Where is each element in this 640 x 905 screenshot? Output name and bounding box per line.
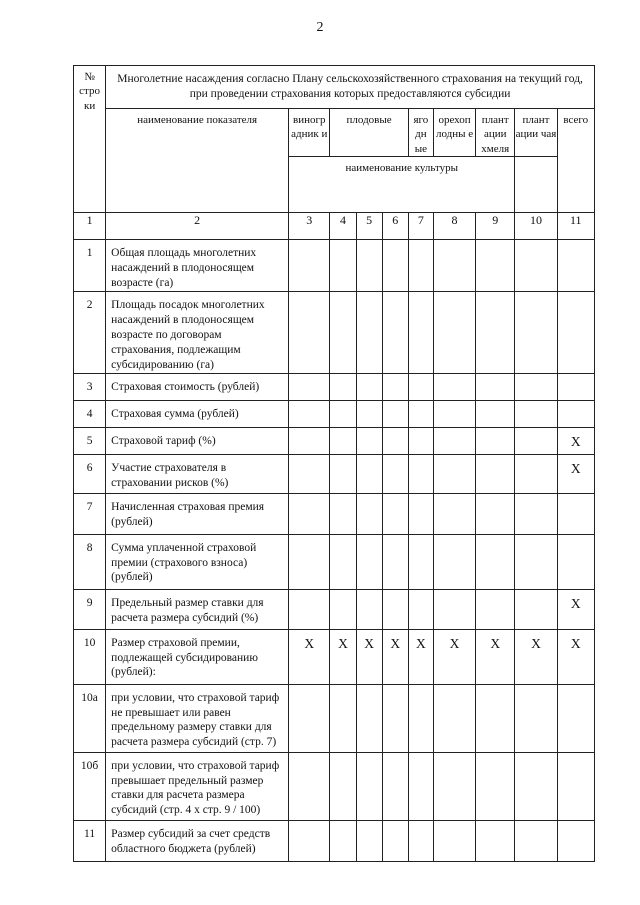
- row-label: Размер страховой премии, подлежащей субсидированию (рублей):: [106, 629, 289, 684]
- table-row: [74, 752, 595, 820]
- column-number: 4: [330, 212, 356, 239]
- row-label: Размер субсидий за счет средств областного бюджета (рублей): [106, 820, 289, 861]
- row-number: 6: [74, 454, 106, 493]
- column-number: 10: [515, 212, 557, 239]
- row-number: 4: [74, 400, 106, 427]
- table-row: [74, 820, 595, 861]
- table-row: [74, 684, 595, 752]
- row-number: 11: [74, 820, 106, 861]
- column-number: 2: [106, 212, 289, 239]
- column-number: 9: [476, 212, 515, 239]
- row-label: Общая площадь многолетних насаждений в плодоносящем возрасте (га): [106, 239, 289, 291]
- column-number: 3: [289, 212, 330, 239]
- vineyards-header: виногр адник и: [289, 109, 330, 157]
- cross-mark: X: [330, 629, 356, 684]
- column-number: 8: [433, 212, 475, 239]
- page-number: 2: [316, 20, 324, 35]
- cross-mark: X: [476, 629, 515, 684]
- cross-mark: X: [557, 629, 594, 684]
- hops-header: плант ации хмеля: [476, 109, 515, 157]
- cross-mark: X: [289, 629, 330, 684]
- column-number: 5: [356, 212, 382, 239]
- table-row: [74, 400, 595, 427]
- table-row: [74, 239, 595, 291]
- row-label: Площадь посадок многолетних насаждений в плодоносящем возрасте по договорам страхования, подлежащим субсидированию (га): [106, 291, 289, 373]
- row-number: 3: [74, 373, 106, 400]
- row-label: Предельный размер ставки для расчета размера субсидий (%): [106, 589, 289, 629]
- cross-mark: X: [515, 629, 557, 684]
- cross-mark: X: [408, 629, 433, 684]
- row-number: 10а: [74, 684, 106, 752]
- cross-mark: X: [382, 629, 408, 684]
- row-number: 2: [74, 291, 106, 373]
- indicator-header: наименование показателя: [106, 109, 289, 213]
- row-number: 7: [74, 493, 106, 534]
- cross-mark: X: [356, 629, 382, 684]
- row-label: Участие страхователя в страховании рисков (%): [106, 454, 289, 493]
- table-row: [74, 373, 595, 400]
- cross-mark: X: [557, 454, 594, 493]
- nut-header: орехоп лодны е: [433, 109, 475, 157]
- row-label: Начисленная страховая премия (рублей): [106, 493, 289, 534]
- row-number-header: № стро ки: [74, 66, 106, 213]
- row-number: 10: [74, 629, 106, 684]
- tea-header: плант ации чая: [515, 109, 557, 157]
- table-row: [74, 589, 595, 629]
- fruit-header: плодовые: [330, 109, 408, 156]
- table-row: [74, 493, 595, 534]
- culture-name-header: наименование культуры: [289, 156, 515, 212]
- row-label: Страховая сумма (рублей): [106, 400, 289, 427]
- row-number: 9: [74, 589, 106, 629]
- table-row: [74, 291, 595, 373]
- insurance-subsidy-table: [73, 65, 595, 862]
- cross-mark: X: [433, 629, 475, 684]
- column-number: 7: [408, 212, 433, 239]
- table-row: [74, 454, 595, 493]
- column-number: 1: [74, 212, 106, 239]
- total-header: всего: [557, 109, 594, 213]
- row-label: Сумма уплаченной страховой премии (страхового взноса) (рублей): [106, 534, 289, 589]
- table-title: Многолетние насаждения согласно Плану сельскохозяйственного страхования на текущий год, при проведении страхования которых предоставляются субсидии: [106, 66, 595, 109]
- column-number: 6: [382, 212, 408, 239]
- table-row: [74, 427, 595, 454]
- cross-mark: X: [557, 589, 594, 629]
- row-number: 5: [74, 427, 106, 454]
- row-label: Страховой тариф (%): [106, 427, 289, 454]
- table-row: [74, 629, 595, 684]
- table-row: [74, 534, 595, 589]
- row-label: при условии, что страховой тариф превышает предельный размер ставки для расчета размера субсидий (стр. 4 x стр. 9 / 100): [106, 752, 289, 820]
- row-number: 8: [74, 534, 106, 589]
- berry-header: яго дн ые: [408, 109, 433, 157]
- row-number: 1: [74, 239, 106, 291]
- row-number: 10б: [74, 752, 106, 820]
- cross-mark: X: [557, 427, 594, 454]
- row-label: при условии, что страховой тариф не превышает или равен предельному размеру ставки для расчета размера субсидий (стр. 7): [106, 684, 289, 752]
- row-label: Страховая стоимость (рублей): [106, 373, 289, 400]
- column-number: 11: [557, 212, 594, 239]
